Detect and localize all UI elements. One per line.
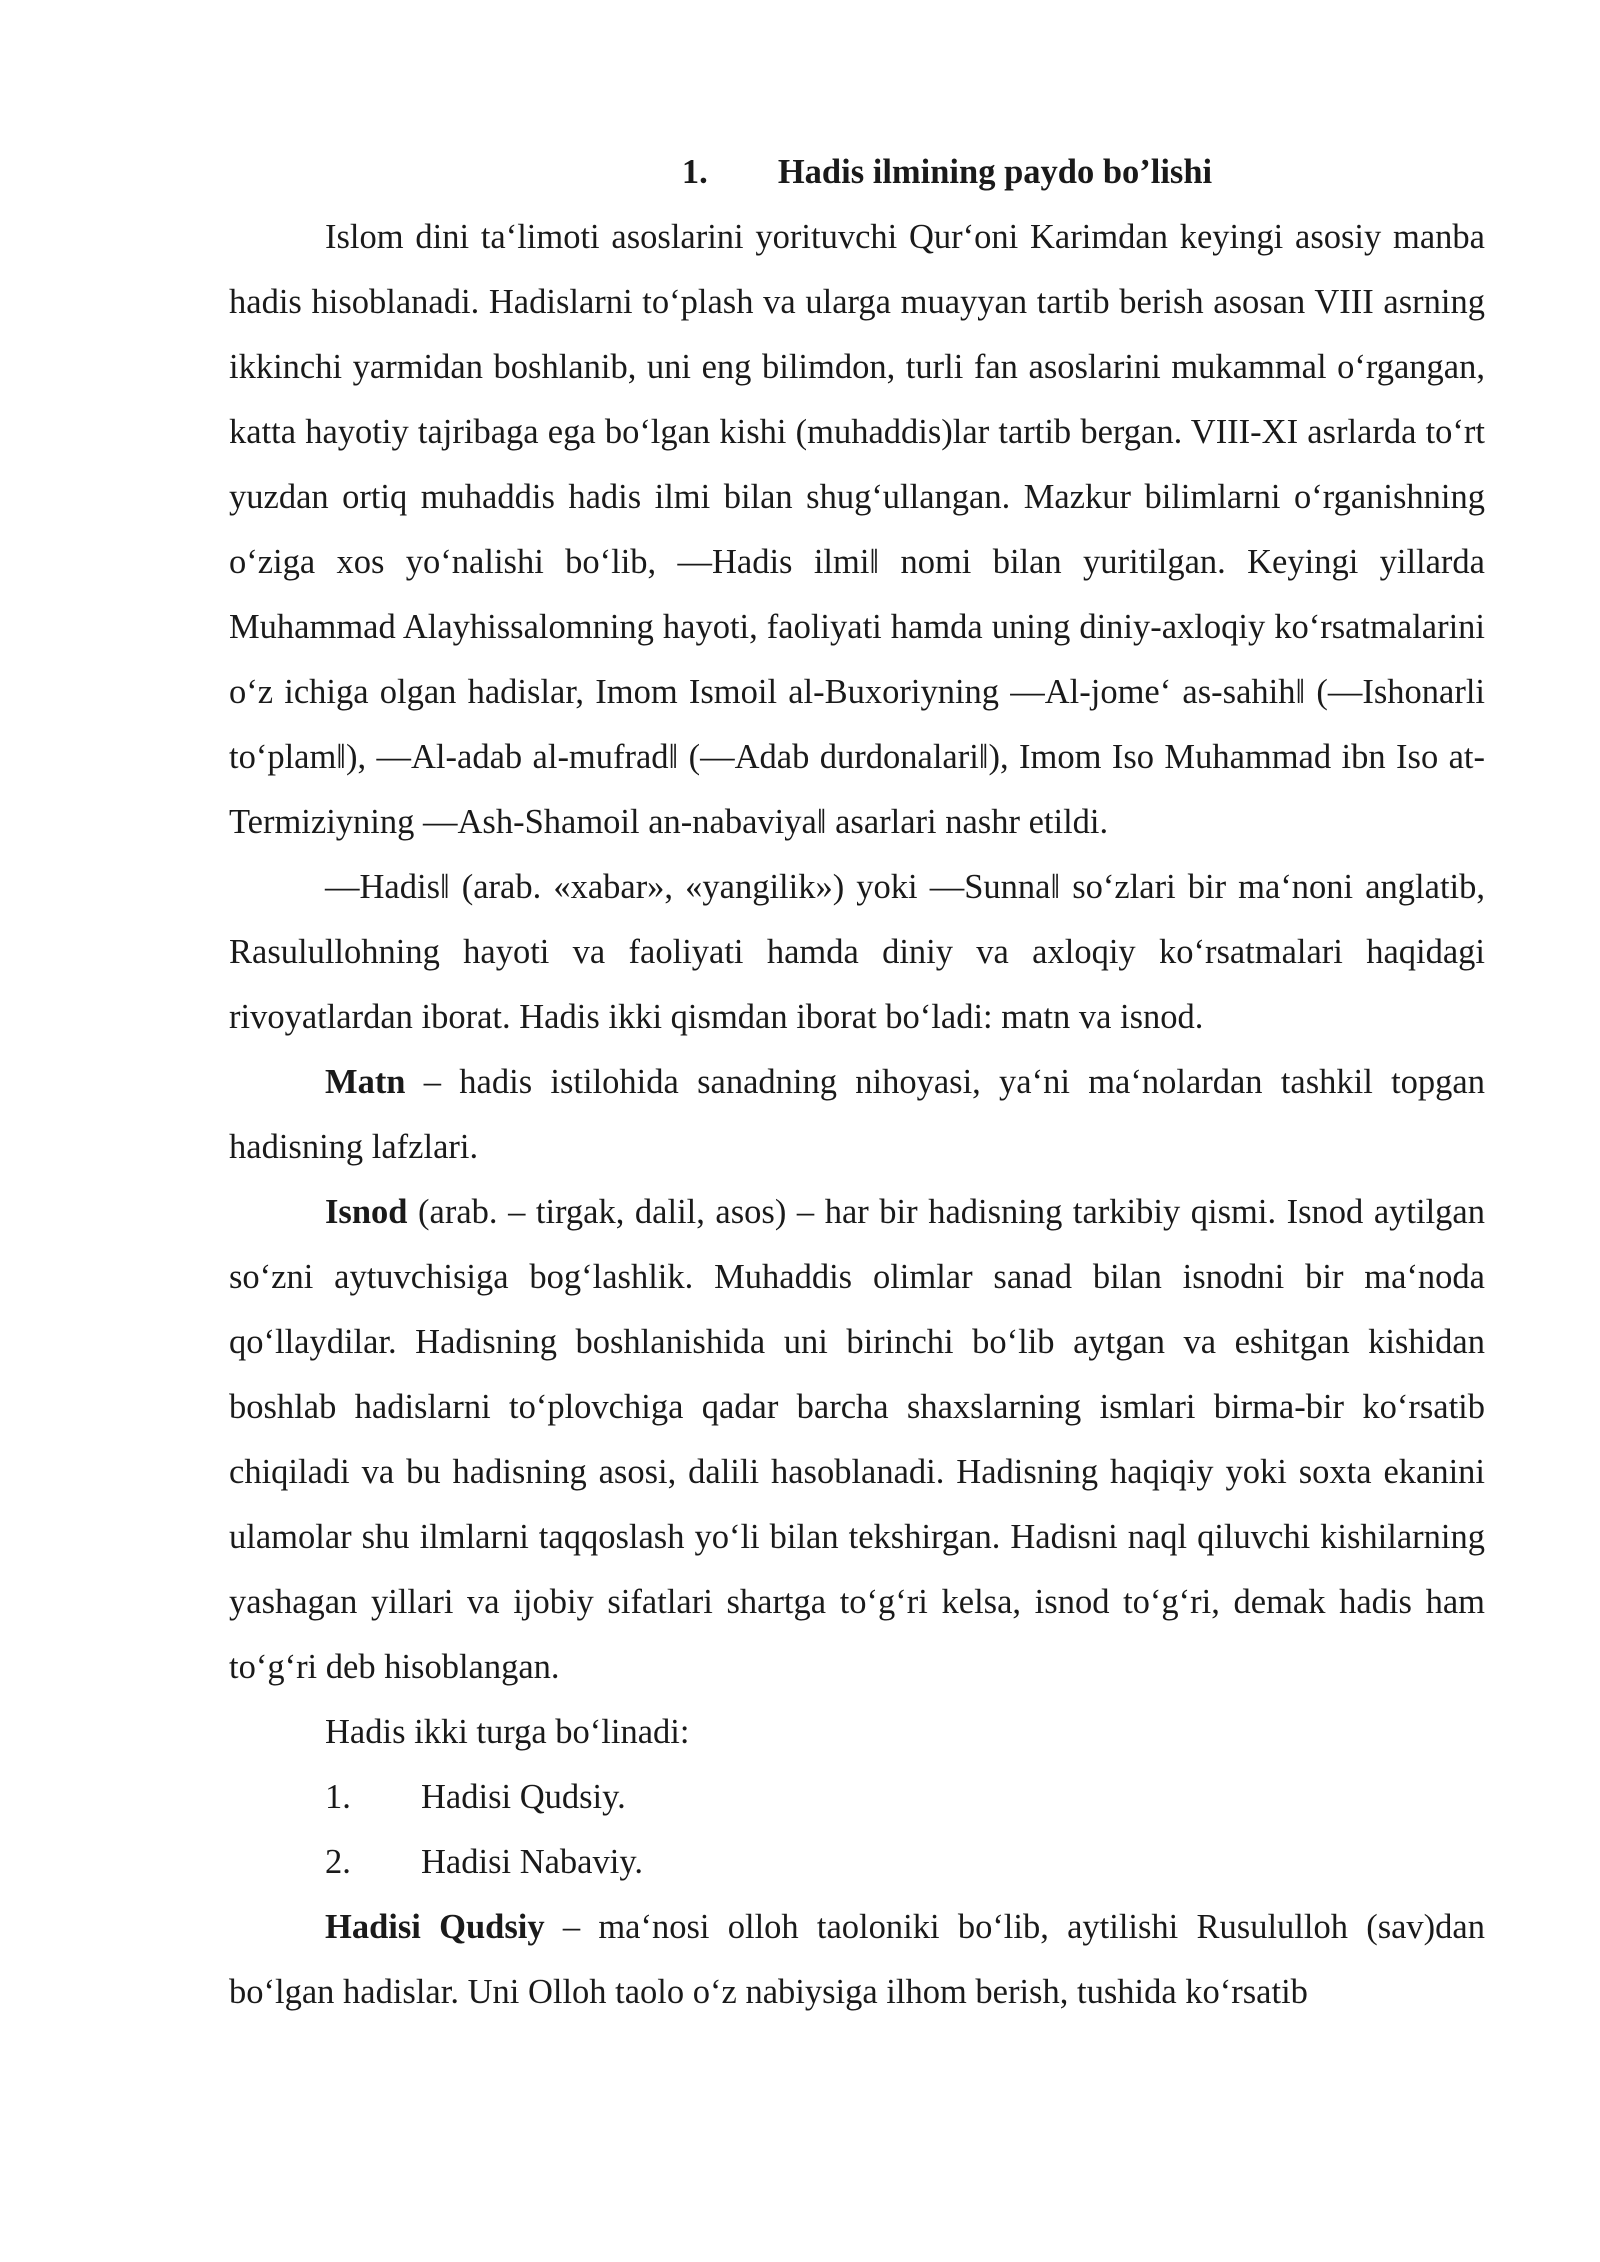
- section-heading: [229, 140, 1485, 205]
- paragraph-isnod: [229, 1180, 1485, 1700]
- term-matn: Matn: [325, 1063, 406, 1101]
- term-isnod: Isnod: [325, 1193, 408, 1231]
- paragraph-hadisi-qudsiy: [229, 1895, 1485, 2025]
- paragraph-hadis-definition: ―Hadis‖ (arab. «xabar», «yangilik») yoki ―Sunna‖ so‘zlari bir ma‘noni anglatib, Rasulullohning hayoti va faoliyati hamda diniy va axloqiy ko‘rsatmalari haqidagi rivoyatlardan iborat. Hadis ikki qismdan iborat bo‘ladi: matn va isnod.: [229, 868, 1485, 1036]
- list-item-text: Hadisi Nabaviy.: [421, 1843, 643, 1881]
- matn-text: – hadis istilohida sanadning nihoyasi, ya‘ni ma‘nolardan tashkil topgan hadisning lafzlari.: [229, 1063, 1485, 1166]
- hadisi-qudsiy-text: – ma‘nosi olloh taoloniki bo‘lib, aytilishi Rusululloh (sav)dan bo‘lgan hadislar. Uni Olloh taolo o‘z nabiysiga ilhom berish, tushida ko‘rsatib: [229, 1908, 1485, 2011]
- paragraph-intro: Islom dini ta‘limoti asoslarini yorituvchi Qur‘oni Karimdan keyingi asosiy manba hadis hisoblanadi. Hadislarni to‘plash va ularga muayyan tartib berish asosan VIII asrning ikkinchi yarmidan boshlanib, uni eng bilimdon, turli fan asoslarini mukammal o‘rgangan, katta hayotiy tajribaga ega bo‘lgan kishi (muhaddis)lar tartib bergan. VIII-XI asrlarda to‘rt yuzdan ortiq muhaddis hadis ilmi bilan shug‘ullangan. Mazkur bilimlarni o‘rganishning o‘ziga xos yo‘nalishi bo‘lib, ―Hadis ilmi‖ nomi bilan yuritilgan. Keyingi yillarda Muhammad Alayhissalomning hayoti, faoliyati hamda uning diniy-axloqiy ko‘rsatmalarini o‘z ichiga olgan hadislar, Imom Ismoil al-Buxoriyning ―Al-jome‘ as-sahih‖ (―Ishonarli to‘plam‖), ―Al-adab al-mufrad‖ (―Adab durdonalari‖), Imom Iso Muhammad ibn Iso at-Termiziyning ―Ash-Shamoil an-nabaviya‖ asarlari nashr etildi.: [229, 218, 1485, 841]
- paragraph-types-intro: Hadis ikki turga bo‘linadi:: [325, 1713, 690, 1751]
- list-item-text: Hadisi Qudsiy.: [421, 1778, 626, 1816]
- isnod-text: (arab. – tirgak, dalil, asos) – har bir hadisning tarkibiy qismi. Isnod aytilgan so‘zni aytuvchisiga bog‘lashlik. Muhaddis olimlar sanad bilan isnodni bir ma‘noda qo‘llaydilar. Hadisning boshlanishida uni birinchi bo‘lib aytgan va eshitgan kishidan boshlab hadislarni to‘plovchiga qadar barcha shaxslarning ismlari birma-bir ko‘rsatib chiqiladi va bu hadisning asosi, dalili hasoblanadi. Hadisning haqiqiy yoki soxta ekanini ulamolar shu ilmlarni taqqoslash yo‘li bilan tekshirgan. Hadisni naql qiluvchi kishilarning yashagan yillari va ijobiy sifatlari shartga to‘g‘ri kelsa, isnod to‘g‘ri, demak hadis ham to‘g‘ri deb hisoblangan.: [229, 1193, 1485, 1686]
- paragraph-matn: [229, 1050, 1485, 1180]
- heading-title: Hadis ilmining paydo bo’lishi: [777, 153, 1213, 191]
- heading-number: 1.: [681, 153, 708, 191]
- list-item-number: 2.: [325, 1843, 351, 1881]
- term-hadisi-qudsiy: Hadisi Qudsiy: [325, 1908, 545, 1946]
- list-item: [229, 1765, 1485, 1830]
- list-item: [229, 1830, 1485, 1895]
- list-item-number: 1.: [325, 1778, 351, 1816]
- document-body: [229, 140, 1485, 2025]
